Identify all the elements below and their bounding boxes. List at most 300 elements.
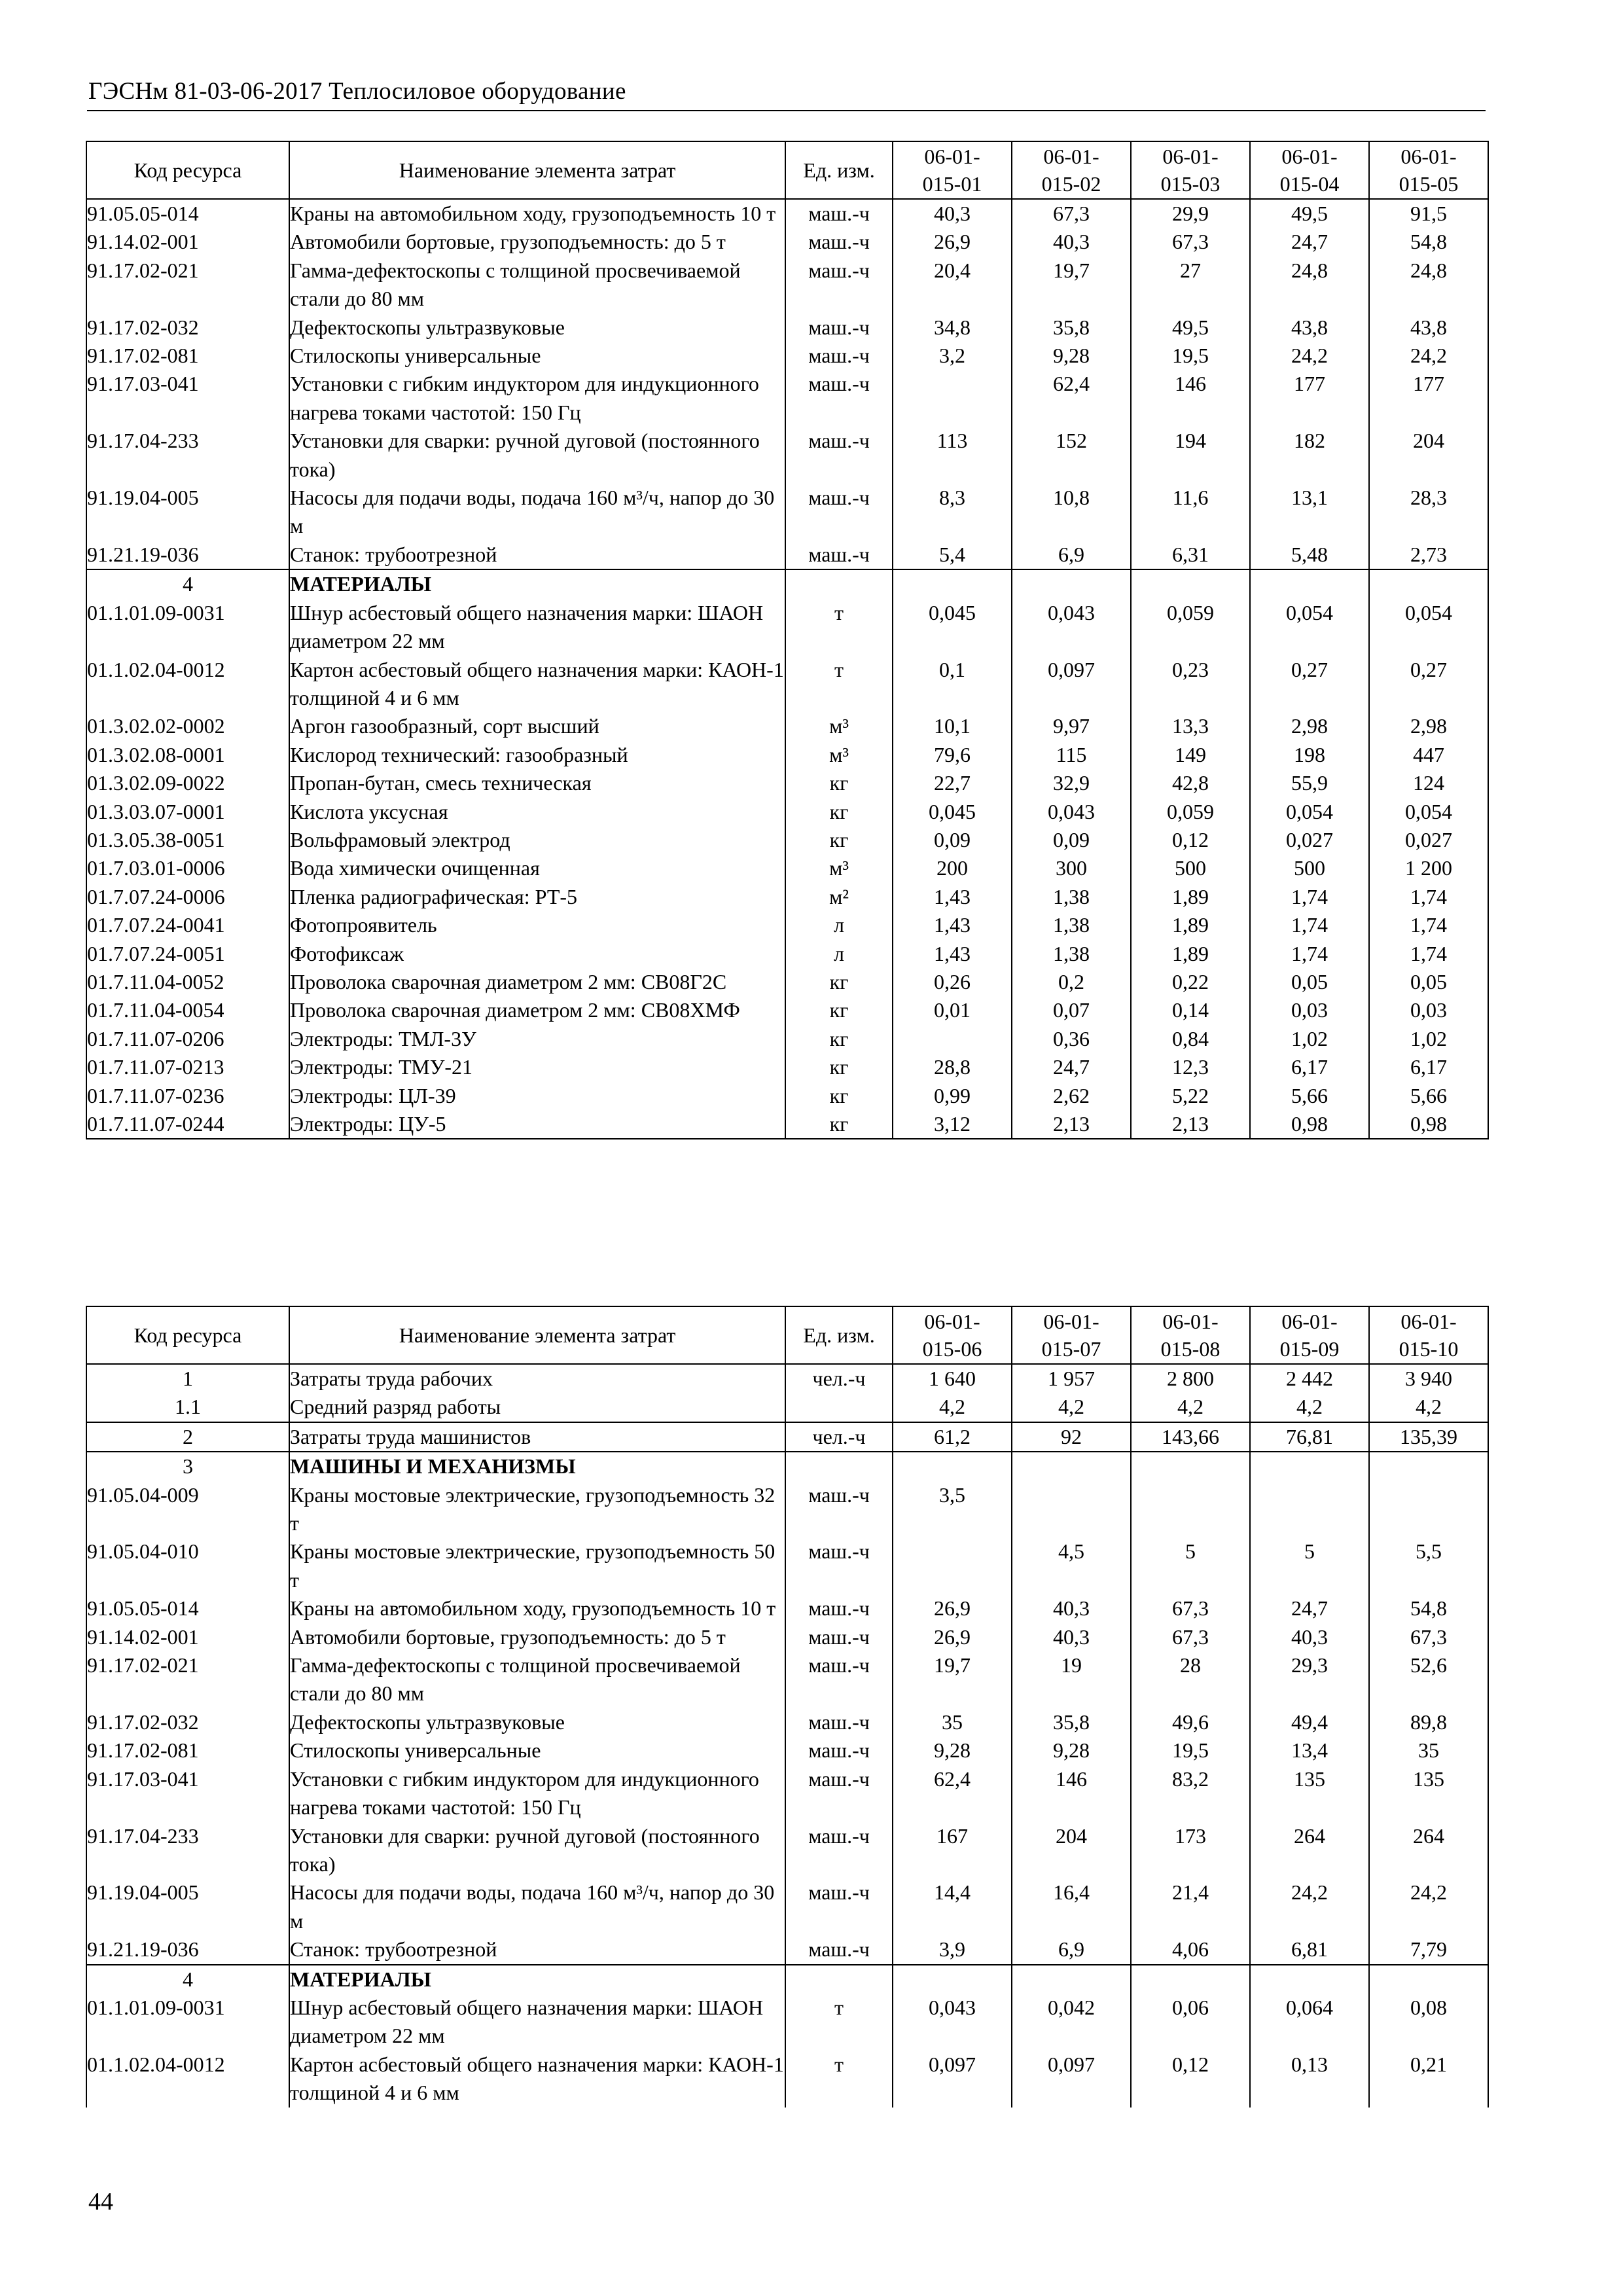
norm-value: 6,31 <box>1131 541 1250 569</box>
header-code: Код ресурса <box>86 141 289 199</box>
norm-value: 0,054 <box>1250 798 1369 826</box>
unit: м² <box>785 883 893 911</box>
norm-value: 19,5 <box>1131 1736 1250 1765</box>
norm-value: 0,14 <box>1131 996 1250 1024</box>
norm-value: 0,059 <box>1131 599 1250 656</box>
norm-value <box>1250 1965 1369 1994</box>
table-row <box>86 541 1488 569</box>
table-row <box>86 199 1488 228</box>
norm-value: 0,26 <box>893 968 1012 996</box>
cost-table-2 <box>86 1306 1489 2108</box>
resource-code: 91.05.04-010 <box>86 1537 289 1594</box>
norm-value: 0,1 <box>893 656 1012 713</box>
norm-value <box>1369 1965 1488 1994</box>
norm-value: 167 <box>893 1822 1012 1879</box>
norm-value: 2,73 <box>1369 541 1488 569</box>
table-row <box>86 427 1488 484</box>
unit: т <box>785 599 893 656</box>
norm-value <box>1131 1965 1250 1994</box>
norm-value: 12,3 <box>1131 1053 1250 1081</box>
resource-code: 01.7.11.04-0054 <box>86 996 289 1024</box>
cost-element-name: Гамма-дефектоскопы с толщиной просвечиваемой стали до 80 мм <box>289 257 785 314</box>
cost-element-name: Краны мостовые электрические, грузоподъемность 50 т <box>289 1537 785 1594</box>
norm-value: 67,3 <box>1369 1623 1488 1651</box>
norm-value: 67,3 <box>1131 1594 1250 1623</box>
header-norm-col: 06-01- 015-05 <box>1369 141 1488 199</box>
document-header-title: ГЭСНм 81-03-06-2017 Теплосиловое оборудование <box>88 78 626 105</box>
norm-value: 10,1 <box>893 712 1012 740</box>
norm-value: 146 <box>1131 370 1250 427</box>
unit: кг <box>785 798 893 826</box>
norm-value: 146 <box>1012 1765 1131 1822</box>
norm-value: 4,5 <box>1012 1537 1131 1594</box>
cost-element-name: Вольфрамовый электрод <box>289 826 785 854</box>
norm-value: 28 <box>1131 1651 1250 1708</box>
resource-code: 91.05.04-009 <box>86 1481 289 1538</box>
resource-code: 01.7.07.24-0041 <box>86 911 289 939</box>
resource-code: 91.17.02-081 <box>86 1736 289 1765</box>
cost-element-name: Краны на автомобильном ходу, грузоподъемность 10 т <box>289 1594 785 1623</box>
norm-value: 6,9 <box>1012 541 1131 569</box>
table-row <box>86 1765 1488 1822</box>
norm-value: 24,2 <box>1250 342 1369 370</box>
header-norm-col: 06-01- 015-08 <box>1131 1306 1250 1364</box>
norm-value: 1 640 <box>893 1364 1012 1393</box>
norm-value: 24,7 <box>1012 1053 1131 1081</box>
header-norm-col: 06-01- 015-03 <box>1131 141 1250 199</box>
unit: м³ <box>785 712 893 740</box>
cost-element-name: Кислота уксусная <box>289 798 785 826</box>
unit: т <box>785 656 893 713</box>
norm-value: 0,054 <box>1250 599 1369 656</box>
norm-value: 0,03 <box>1250 996 1369 1024</box>
norm-value: 2,62 <box>1012 1082 1131 1110</box>
resource-code: 91.21.19-036 <box>86 541 289 569</box>
resource-code: 4 <box>86 569 289 598</box>
unit: т <box>785 2051 893 2108</box>
norm-value: 1 957 <box>1012 1364 1131 1393</box>
norm-value: 19,7 <box>893 1651 1012 1708</box>
norm-value: 35,8 <box>1012 314 1131 342</box>
norm-value: 79,6 <box>893 741 1012 769</box>
norm-value: 500 <box>1131 854 1250 882</box>
norm-value: 198 <box>1250 741 1369 769</box>
norm-value: 0,097 <box>893 2051 1012 2108</box>
norm-value: 76,81 <box>1250 1422 1369 1452</box>
norm-value: 173 <box>1131 1822 1250 1879</box>
norm-value: 16,4 <box>1012 1878 1131 1935</box>
norm-value: 6,17 <box>1369 1053 1488 1081</box>
norm-value: 1,38 <box>1012 911 1131 939</box>
norm-value: 40,3 <box>1012 1623 1131 1651</box>
norm-value: 11,6 <box>1131 484 1250 541</box>
norm-value: 1,74 <box>1369 883 1488 911</box>
cost-table-1 <box>86 141 1489 1139</box>
norm-value: 115 <box>1012 741 1131 769</box>
norm-value: 1,43 <box>893 883 1012 911</box>
table-row <box>86 1623 1488 1651</box>
norm-value: 2 442 <box>1250 1364 1369 1393</box>
cost-element-name: Электроды: ЦЛ-39 <box>289 1082 785 1110</box>
unit: маш.-ч <box>785 370 893 427</box>
norm-value <box>1012 1965 1131 1994</box>
norm-value: 149 <box>1131 741 1250 769</box>
unit: кг <box>785 1110 893 1139</box>
table-row <box>86 1878 1488 1935</box>
norm-value: 0,045 <box>893 599 1012 656</box>
norm-value: 34,8 <box>893 314 1012 342</box>
norm-value: 182 <box>1250 427 1369 484</box>
section-row <box>86 1965 1488 1994</box>
norm-value: 8,3 <box>893 484 1012 541</box>
cost-element-name: Стилоскопы универсальные <box>289 1736 785 1765</box>
resource-code: 91.17.02-032 <box>86 314 289 342</box>
table-row <box>86 798 1488 826</box>
norm-value: 264 <box>1369 1822 1488 1879</box>
norm-value <box>1012 1481 1131 1538</box>
norm-value: 0,05 <box>1369 968 1488 996</box>
norm-value: 1,02 <box>1369 1025 1488 1053</box>
section-title: МАТЕРИАЛЫ <box>289 569 785 598</box>
unit: маш.-ч <box>785 1651 893 1708</box>
norm-value: 0,01 <box>893 996 1012 1024</box>
norm-value: 1,74 <box>1250 940 1369 968</box>
norm-value: 29,9 <box>1131 199 1250 228</box>
resource-code: 91.14.02-001 <box>86 1623 289 1651</box>
norm-value: 264 <box>1250 1822 1369 1879</box>
table-row <box>86 854 1488 882</box>
norm-value: 1,43 <box>893 940 1012 968</box>
table-row <box>86 1393 1488 1422</box>
norm-value: 5,22 <box>1131 1082 1250 1110</box>
norm-value <box>1369 569 1488 598</box>
norm-value: 92 <box>1012 1422 1131 1452</box>
norm-value: 0,98 <box>1369 1110 1488 1139</box>
table-row <box>86 1364 1488 1393</box>
norm-value: 24,2 <box>1369 342 1488 370</box>
norm-value: 2,13 <box>1131 1110 1250 1139</box>
norm-value: 0,027 <box>1369 826 1488 854</box>
unit: маш.-ч <box>785 1623 893 1651</box>
resource-code: 91.17.03-041 <box>86 370 289 427</box>
norm-value <box>893 370 1012 427</box>
norm-value: 0,042 <box>1012 1994 1131 2051</box>
norm-value: 2,13 <box>1012 1110 1131 1139</box>
norm-value: 52,6 <box>1369 1651 1488 1708</box>
norm-value: 1,74 <box>1250 911 1369 939</box>
unit: маш.-ч <box>785 1878 893 1935</box>
resource-code: 91.17.02-081 <box>86 342 289 370</box>
norm-value: 24,7 <box>1250 1594 1369 1623</box>
header-norm-col: 06-01- 015-07 <box>1012 1306 1131 1364</box>
unit: т <box>785 1994 893 2051</box>
header-norm-col: 06-01- 015-09 <box>1250 1306 1369 1364</box>
norm-value: 5,66 <box>1250 1082 1369 1110</box>
unit: л <box>785 940 893 968</box>
norm-value: 5,66 <box>1369 1082 1488 1110</box>
resource-code: 91.19.04-005 <box>86 484 289 541</box>
cost-element-name: Картон асбестовый общего назначения марки: КАОН-1 толщиной 4 и 6 мм <box>289 656 785 713</box>
cost-element-name: Фотофиксаж <box>289 940 785 968</box>
norm-value: 55,9 <box>1250 769 1369 797</box>
header-norm-col: 06-01- 015-02 <box>1012 141 1131 199</box>
norm-value: 19,5 <box>1131 342 1250 370</box>
page-number: 44 <box>88 2188 113 2215</box>
resource-code: 91.14.02-001 <box>86 228 289 256</box>
norm-value: 177 <box>1250 370 1369 427</box>
cost-element-name: Кислород технический: газообразный <box>289 741 785 769</box>
norm-value <box>1250 1452 1369 1480</box>
resource-code: 91.19.04-005 <box>86 1878 289 1935</box>
cost-element-name: Стилоскопы универсальные <box>289 342 785 370</box>
header-unit: Ед. изм. <box>785 1306 893 1364</box>
norm-value <box>893 1025 1012 1053</box>
resource-code: 01.7.07.24-0006 <box>86 883 289 911</box>
cost-element-name: Установки с гибким индуктором для индукционного нагрева токами частотой: 150 Гц <box>289 1765 785 1822</box>
norm-value: 1,74 <box>1369 940 1488 968</box>
unit: маш.-ч <box>785 1765 893 1822</box>
norm-value: 3,12 <box>893 1110 1012 1139</box>
table-row <box>86 1422 1488 1452</box>
cost-element-name: Автомобили бортовые, грузоподъемность: до 5 т <box>289 1623 785 1651</box>
header-norm-col: 06-01- 015-10 <box>1369 1306 1488 1364</box>
resource-code: 91.17.04-233 <box>86 427 289 484</box>
norm-value: 6,17 <box>1250 1053 1369 1081</box>
norm-value: 1,89 <box>1131 911 1250 939</box>
section-row <box>86 569 1488 598</box>
norm-value <box>893 1537 1012 1594</box>
cost-element-name: Пропан-бутан, смесь техническая <box>289 769 785 797</box>
norm-value: 35 <box>1369 1736 1488 1765</box>
cost-element-name: Насосы для подачи воды, подача 160 м³/ч, напор до 30 м <box>289 1878 785 1935</box>
norm-value: 40,3 <box>1012 1594 1131 1623</box>
norm-value <box>1250 1481 1369 1538</box>
cost-element-name: Краны мостовые электрические, грузоподъемность 32 т <box>289 1481 785 1538</box>
table-row <box>86 484 1488 541</box>
cost-element-name: Дефектоскопы ультразвуковые <box>289 314 785 342</box>
resource-code: 91.17.02-021 <box>86 1651 289 1708</box>
resource-code: 91.17.04-233 <box>86 1822 289 1879</box>
norm-value <box>893 1965 1012 1994</box>
cost-element-name: Фотопроявитель <box>289 911 785 939</box>
table-row <box>86 656 1488 713</box>
unit: кг <box>785 996 893 1024</box>
norm-value: 13,1 <box>1250 484 1369 541</box>
unit: маш.-ч <box>785 228 893 256</box>
norm-value: 0,08 <box>1369 1994 1488 2051</box>
norm-value: 0,097 <box>1012 656 1131 713</box>
table-row <box>86 2051 1488 2108</box>
norm-value: 32,9 <box>1012 769 1131 797</box>
norm-value: 300 <box>1012 854 1131 882</box>
resource-code: 91.21.19-036 <box>86 1935 289 1964</box>
norm-value: 1,38 <box>1012 940 1131 968</box>
norm-value: 0,23 <box>1131 656 1250 713</box>
norm-value <box>893 1452 1012 1480</box>
unit: маш.-ч <box>785 1822 893 1879</box>
norm-value <box>1131 1452 1250 1480</box>
cost-element-name: Проволока сварочная диаметром 2 мм: СВ08ХМФ <box>289 996 785 1024</box>
norm-value: 67,3 <box>1131 1623 1250 1651</box>
norm-value: 62,4 <box>1012 370 1131 427</box>
cost-element-name: Затраты труда машинистов <box>289 1422 785 1452</box>
cost-element-name: Гамма-дефектоскопы с толщиной просвечиваемой стали до 80 мм <box>289 1651 785 1708</box>
cost-element-name: Картон асбестовый общего назначения марки: КАОН-1 толщиной 4 и 6 мм <box>289 2051 785 2108</box>
norm-value: 35,8 <box>1012 1708 1131 1736</box>
norm-value: 40,3 <box>1250 1623 1369 1651</box>
norm-value: 42,8 <box>1131 769 1250 797</box>
norm-value: 124 <box>1369 769 1488 797</box>
norm-value: 1,43 <box>893 911 1012 939</box>
resource-code: 4 <box>86 1965 289 1994</box>
unit: маш.-ч <box>785 1736 893 1765</box>
norm-value <box>1369 1481 1488 1538</box>
cost-element-name: Станок: трубоотрезной <box>289 1935 785 1964</box>
resource-code: 01.7.11.04-0052 <box>86 968 289 996</box>
cost-element-name: Установки для сварки: ручной дуговой (постоянного тока) <box>289 1822 785 1879</box>
norm-value: 40,3 <box>1012 228 1131 256</box>
norm-value: 29,3 <box>1250 1651 1369 1708</box>
cost-element-name: Проволока сварочная диаметром 2 мм: СВ08Г2С <box>289 968 785 996</box>
table-row <box>86 1822 1488 1879</box>
norm-value <box>1250 569 1369 598</box>
cost-element-name: Средний разряд работы <box>289 1393 785 1422</box>
norm-value: 0,054 <box>1369 599 1488 656</box>
unit: кг <box>785 1053 893 1081</box>
header-rule <box>87 110 1486 111</box>
unit <box>785 1393 893 1422</box>
norm-value: 13,3 <box>1131 712 1250 740</box>
norm-value: 135,39 <box>1369 1422 1488 1452</box>
norm-value: 204 <box>1369 427 1488 484</box>
norm-value: 61,2 <box>893 1422 1012 1452</box>
norm-value: 152 <box>1012 427 1131 484</box>
resource-code: 91.17.02-021 <box>86 257 289 314</box>
norm-value: 3,5 <box>893 1481 1012 1538</box>
norm-value: 0,13 <box>1250 2051 1369 2108</box>
header-code: Код ресурса <box>86 1306 289 1364</box>
norm-value: 26,9 <box>893 1594 1012 1623</box>
norm-value: 89,8 <box>1369 1708 1488 1736</box>
norm-value: 143,66 <box>1131 1422 1250 1452</box>
unit: кг <box>785 826 893 854</box>
cost-element-name: Насосы для подачи воды, подача 160 м³/ч, напор до 30 м <box>289 484 785 541</box>
cost-element-name: Шнур асбестовый общего назначения марки: ШАОН диаметром 22 мм <box>289 599 785 656</box>
resource-code: 91.17.02-032 <box>86 1708 289 1736</box>
unit: чел.-ч <box>785 1364 893 1393</box>
header-name: Наименование элемента затрат <box>289 1306 785 1364</box>
norm-value <box>1012 1452 1131 1480</box>
norm-value: 26,9 <box>893 1623 1012 1651</box>
resource-code: 01.3.02.08-0001 <box>86 741 289 769</box>
norm-value: 6,9 <box>1012 1935 1131 1964</box>
resource-code: 01.1.02.04-0012 <box>86 2051 289 2108</box>
table-row <box>86 883 1488 911</box>
norm-value: 0,27 <box>1250 656 1369 713</box>
norm-value: 22,7 <box>893 769 1012 797</box>
norm-value: 4,2 <box>1131 1393 1250 1422</box>
norm-value: 0,07 <box>1012 996 1131 1024</box>
norm-value: 1,38 <box>1012 883 1131 911</box>
table-row <box>86 1082 1488 1110</box>
norm-value: 62,4 <box>893 1765 1012 1822</box>
norm-value: 4,06 <box>1131 1935 1250 1964</box>
table-row <box>86 314 1488 342</box>
norm-value: 35 <box>893 1708 1012 1736</box>
norm-value: 5 <box>1131 1537 1250 1594</box>
cost-element-name: Станок: трубоотрезной <box>289 541 785 569</box>
norm-value: 0,043 <box>1012 599 1131 656</box>
norm-value <box>1131 1481 1250 1538</box>
cost-element-name: Автомобили бортовые, грузоподъемность: до 5 т <box>289 228 785 256</box>
norm-value: 204 <box>1012 1822 1131 1879</box>
unit: маш.-ч <box>785 427 893 484</box>
norm-value: 4,2 <box>893 1393 1012 1422</box>
norm-value: 0,054 <box>1369 798 1488 826</box>
norm-value: 135 <box>1250 1765 1369 1822</box>
table-row <box>86 1481 1488 1538</box>
header-norm-col: 06-01- 015-01 <box>893 141 1012 199</box>
norm-value: 177 <box>1369 370 1488 427</box>
cost-element-name: Вода химически очищенная <box>289 854 785 882</box>
unit: л <box>785 911 893 939</box>
norm-value: 24,7 <box>1250 228 1369 256</box>
unit: м³ <box>785 741 893 769</box>
norm-value: 0,12 <box>1131 2051 1250 2108</box>
norm-value: 24,2 <box>1250 1878 1369 1935</box>
norm-value: 13,4 <box>1250 1736 1369 1765</box>
section-title: МАТЕРИАЛЫ <box>289 1965 785 1994</box>
cost-element-name: Краны на автомобильном ходу, грузоподъемность 10 т <box>289 199 785 228</box>
norm-value: 135 <box>1369 1765 1488 1822</box>
resource-code: 01.3.02.09-0022 <box>86 769 289 797</box>
norm-value: 0,064 <box>1250 1994 1369 2051</box>
cost-element-name: Электроды: ЦУ-5 <box>289 1110 785 1139</box>
resource-code: 01.7.07.24-0051 <box>86 940 289 968</box>
resource-code: 01.7.03.01-0006 <box>86 854 289 882</box>
norm-value: 0,12 <box>1131 826 1250 854</box>
cost-element-name: Установки с гибким индуктором для индукционного нагрева токами частотой: 150 Гц <box>289 370 785 427</box>
table-row <box>86 1935 1488 1964</box>
norm-value: 1,02 <box>1250 1025 1369 1053</box>
norm-value <box>1369 1452 1488 1480</box>
resource-code: 01.3.02.02-0002 <box>86 712 289 740</box>
norm-value: 7,79 <box>1369 1935 1488 1964</box>
norm-value: 5 <box>1250 1537 1369 1594</box>
header-norm-col: 06-01- 015-06 <box>893 1306 1012 1364</box>
norm-value: 49,5 <box>1250 199 1369 228</box>
norm-value: 24,2 <box>1369 1878 1488 1935</box>
norm-value: 0,043 <box>893 1994 1012 2051</box>
cost-element-name: Дефектоскопы ультразвуковые <box>289 1708 785 1736</box>
norm-value: 447 <box>1369 741 1488 769</box>
norm-value: 43,8 <box>1250 314 1369 342</box>
norm-value: 0,22 <box>1131 968 1250 996</box>
table-row <box>86 1594 1488 1623</box>
table-row <box>86 712 1488 740</box>
table-row <box>86 257 1488 314</box>
resource-code: 3 <box>86 1452 289 1480</box>
resource-code: 01.7.11.07-0213 <box>86 1053 289 1081</box>
norm-value: 0,027 <box>1250 826 1369 854</box>
unit: маш.-ч <box>785 1708 893 1736</box>
resource-code: 01.7.11.07-0244 <box>86 1110 289 1139</box>
norm-value <box>893 569 1012 598</box>
norm-value: 0,98 <box>1250 1110 1369 1139</box>
norm-value: 194 <box>1131 427 1250 484</box>
norm-value: 49,6 <box>1131 1708 1250 1736</box>
table-row <box>86 940 1488 968</box>
